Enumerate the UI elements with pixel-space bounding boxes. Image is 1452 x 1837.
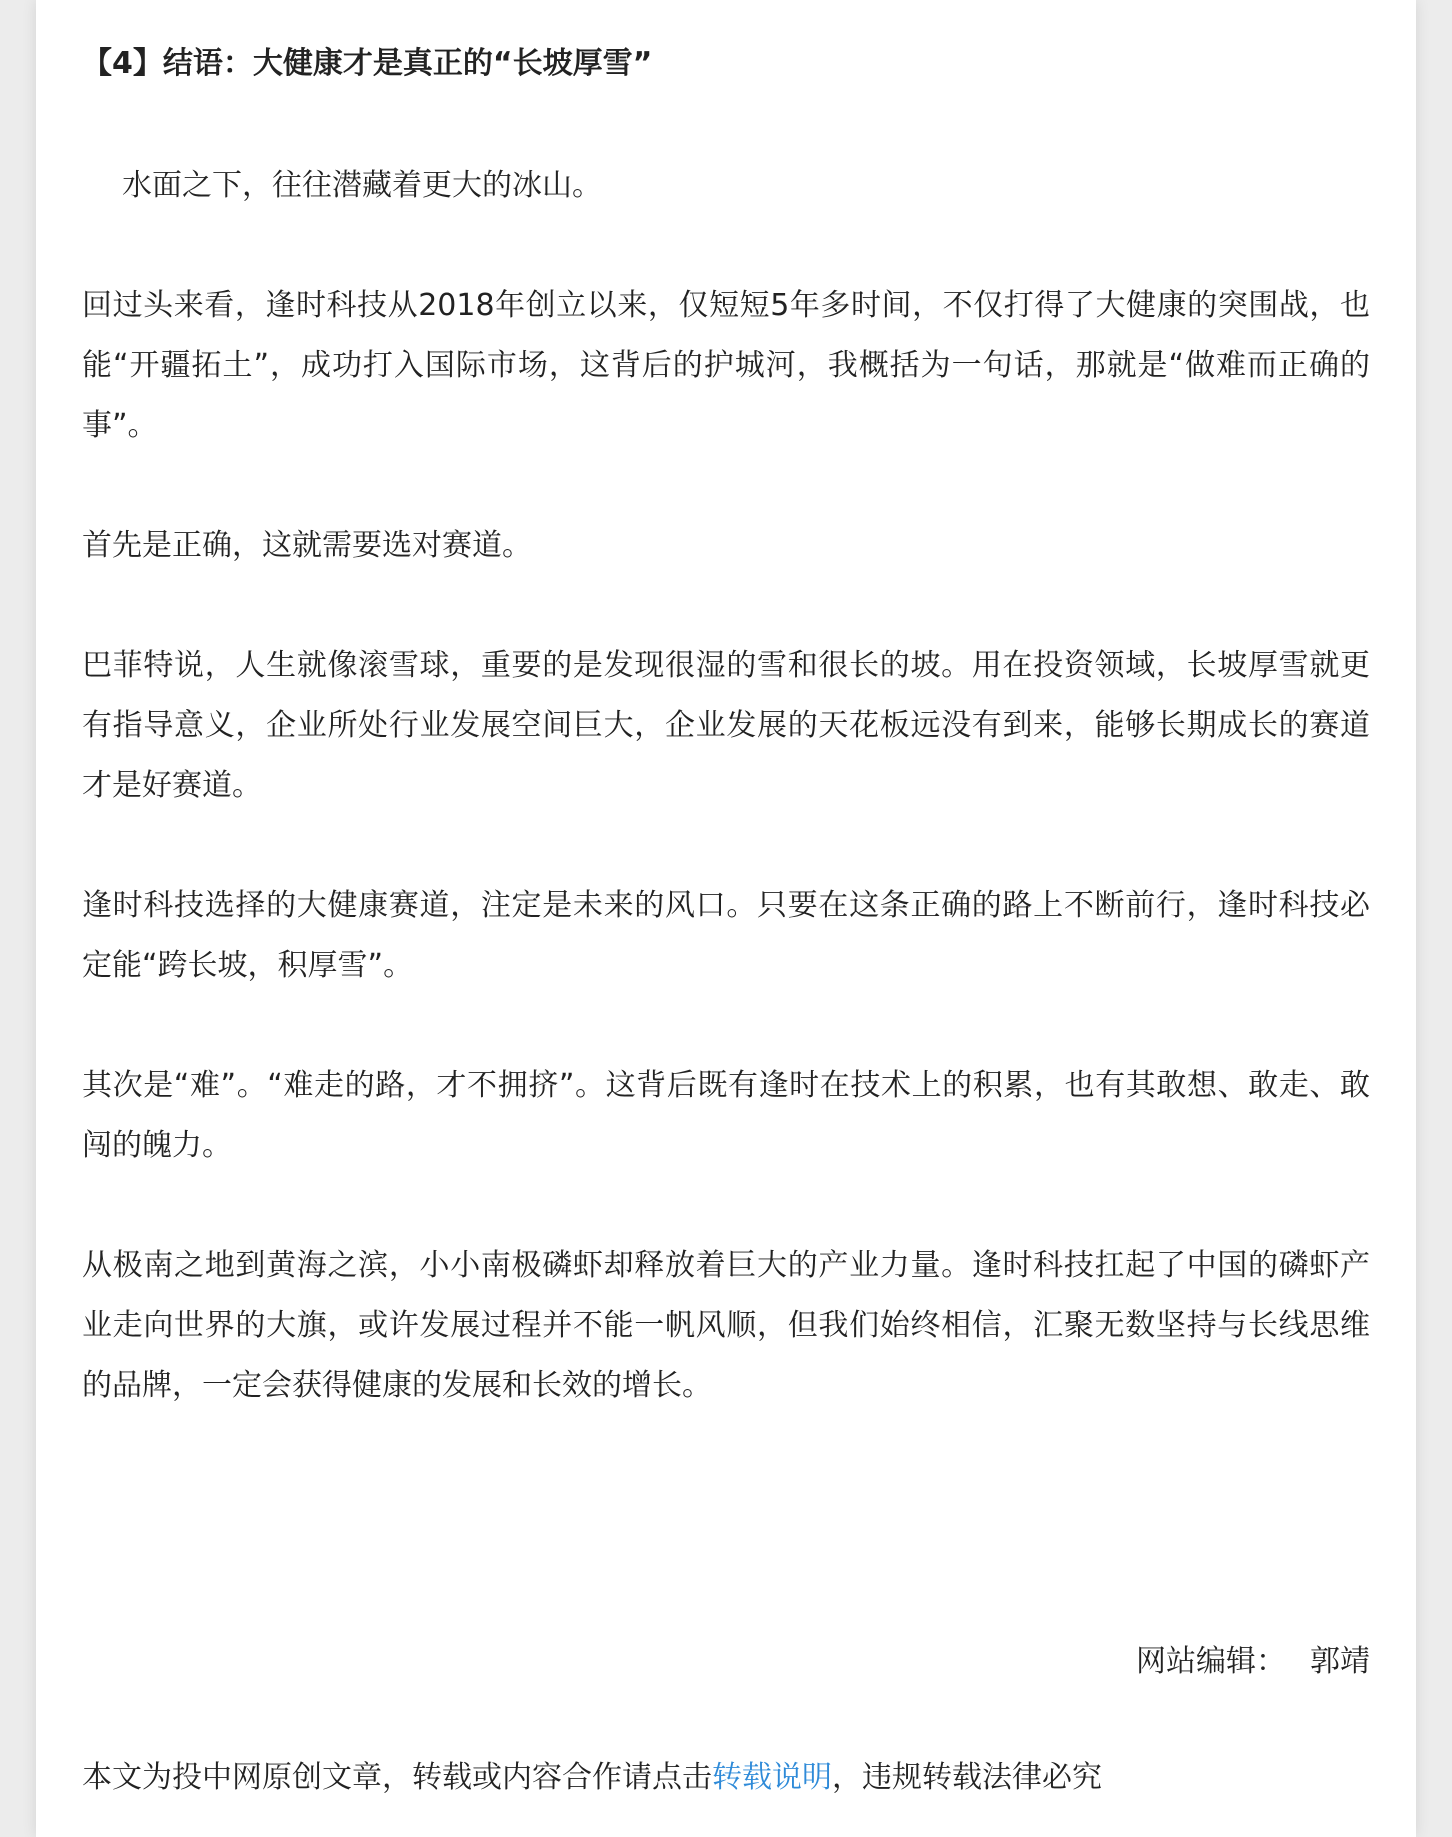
- article-paragraph: 回过头来看，逢时科技从2018年创立以来，仅短短5年多时间，不仅打得了大健康的突围战，也能“开疆拓土”，成功打入国际市场，这背后的护城河，我概括为一句话，那就是“做难而正确的事”。: [82, 288, 1370, 443]
- article-paragraph: 从极南之地到黄海之滨，小小南极磷虾却释放着巨大的产业力量。逢时科技扛起了中国的磷虾产业走向世界的大旗，或许发展过程并不能一帆风顺，但我们始终相信，汇聚无数坚持与长线思维的品牌，一定会获得健康的发展和长效的增长。: [82, 1248, 1370, 1403]
- article-paragraph: 巴菲特说，人生就像滚雪球，重要的是发现很湿的雪和很长的坡。用在投资领域，长坡厚雪就更有指导意义，企业所处行业发展空间巨大，企业发展的天花板远没有到来，能够长期成长的赛道才是好赛道。: [82, 648, 1370, 803]
- article-paragraph: 逢时科技选择的大健康赛道，注定是未来的风口。只要在这条正确的路上不断前行，逢时科技必定能“跨长坡，积厚雪”。: [82, 888, 1370, 983]
- editor-label: 网站编辑：: [1136, 1644, 1286, 1679]
- copyright-text-after: ，违规转载法律必究: [832, 1760, 1102, 1795]
- article-paragraph: 首先是正确，这就需要选对赛道。: [82, 528, 532, 563]
- article-paragraph: 水面之下，往往潜藏着更大的冰山。: [122, 168, 602, 203]
- reprint-policy-link[interactable]: 转载说明: [712, 1760, 832, 1795]
- editor-name: 郭靖: [1310, 1644, 1370, 1679]
- copyright-notice: [82, 1756, 1370, 1800]
- article-paragraph: 其次是“难”。“难走的路，才不拥挤”。这背后既有逢时在技术上的积累，也有其敢想、敢走、敢闯的魄力。: [82, 1068, 1370, 1163]
- section-heading: 【4】结语：大健康才是真正的“长坡厚雪”: [82, 46, 653, 81]
- article-page: [36, 0, 1416, 1837]
- editor-credit: [1136, 1640, 1370, 1684]
- copyright-text-before: 本文为投中网原创文章，转载或内容合作请点击: [82, 1760, 712, 1795]
